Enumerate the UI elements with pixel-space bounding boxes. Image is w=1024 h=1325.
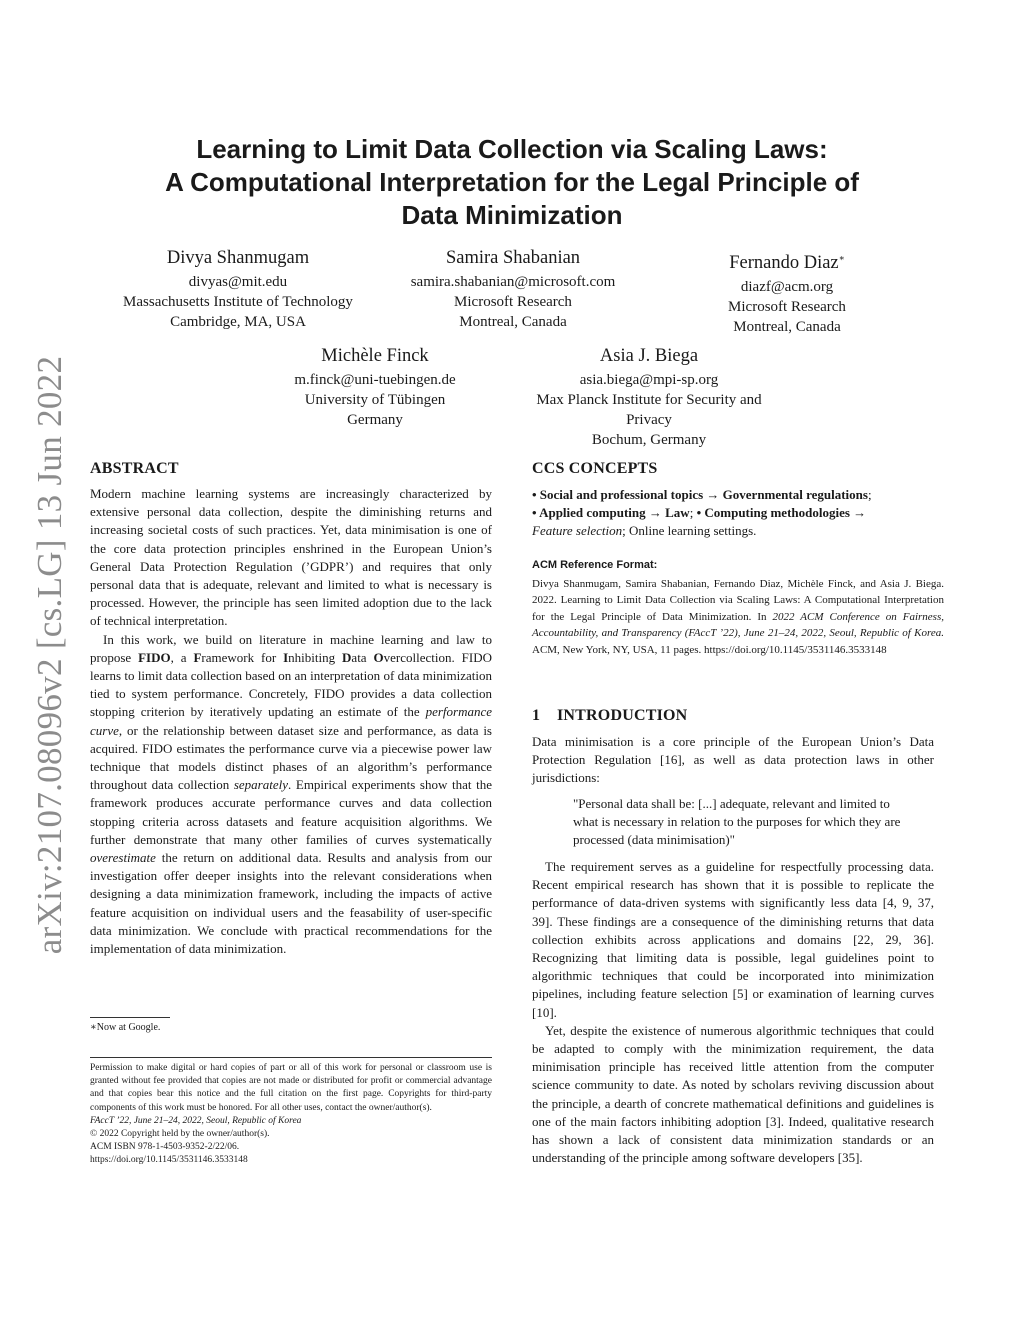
author-location: Cambridge, MA, USA bbox=[170, 314, 306, 330]
acronym-letter: O bbox=[373, 649, 384, 665]
ccs-term: • Social and professional topics → Governmental regulations bbox=[532, 487, 868, 502]
author-affiliation: Microsoft Research bbox=[728, 299, 846, 316]
author-block bbox=[98, 246, 378, 332]
author-location: Montreal, Canada bbox=[459, 314, 567, 330]
abstract-paragraph bbox=[90, 631, 492, 959]
author-affiliation: Massachusetts Institute of Technology bbox=[123, 294, 353, 310]
emphasis: overestimate bbox=[90, 850, 156, 866]
author-name: Divya Shanmugam bbox=[166, 248, 310, 268]
footnote-marker: ∗ bbox=[838, 253, 845, 263]
intro-body bbox=[532, 858, 934, 1167]
acm-reference bbox=[532, 557, 944, 658]
text-run: ; bbox=[689, 505, 697, 521]
permission-text: Permission to make digital or hard copies of part or all of this work for personal or classroom use is granted without fee provided that copies are not made or distributed for profit or commercial advantage and that copies bear this notice and the full citation on the first page. Copyrights for third-party components of this work must be honored. For all other uses, contact the owner/author(s). bbox=[90, 1063, 492, 1113]
intro-paragraph: Data minimisation is a core principle of the European Union’s Data Protection Regulation [16], as well as data protection laws in other jurisdictions: bbox=[532, 734, 934, 786]
author-affiliation: Microsoft Research bbox=[454, 294, 572, 310]
ccs-heading: CCS CONCEPTS bbox=[532, 460, 658, 477]
text-run: ACM, New York, NY, USA, 11 pages. https://doi.org/10.1145/3531146.3533148 bbox=[532, 643, 887, 656]
ccs-term: • Computing methodologies → bbox=[696, 505, 867, 521]
footnote: ∗Now at Google. bbox=[90, 1022, 161, 1033]
text-run: ; bbox=[867, 487, 872, 502]
author-location: Germany bbox=[347, 412, 403, 428]
author-affiliation: Privacy bbox=[626, 412, 672, 428]
text-run: Divya Shanmugam, Samira Shabanian, Fernando Diaz, Michèle Finck, and Asia J. Biega. 2022. Learning to Limit Data Collection via Scaling Laws: A Computational Interpretation for the Legal Principle of Data Minimization. In bbox=[532, 577, 944, 623]
abstract-body bbox=[90, 485, 492, 958]
author-block bbox=[677, 246, 897, 337]
title-line: Data Minimization bbox=[401, 200, 623, 230]
emphasis: performance curve bbox=[90, 704, 492, 738]
text-run: nhibiting bbox=[288, 649, 343, 665]
doi-line: https://doi.org/10.1145/3531146.3533148 bbox=[90, 1155, 248, 1166]
author-name-line bbox=[677, 246, 897, 275]
acm-reference-heading: ACM Reference Format: bbox=[532, 559, 658, 571]
author-name: Fernando Diaz bbox=[729, 253, 839, 274]
text-run: In this work, we build on literature in machine learning and law to propose bbox=[90, 631, 492, 665]
acronym-letter: D bbox=[342, 649, 352, 665]
emphasis: 2022 ACM Conference on Fairness, Accountability, and Transparency (FAccT ’22), June 21–24, 2022, Seoul, Republic of Korea. bbox=[532, 610, 944, 639]
isbn-line: ACM ISBN 978-1-4503-9352-2/22/06. bbox=[90, 1142, 240, 1153]
introduction-heading: 1 INTRODUCTION bbox=[532, 707, 688, 724]
intro-paragraph: Yet, despite the existence of numerous algorithmic techniques that could be adapted to comply with the minimization requirement, the data minimisation principle has received little attention from the computer science community to date. As noted by scholars reviving discussion about the principle, a dearth of concrete mathematical definitions and guidelines is one of the main factors inhibiting adoption [3]. Indeed, qualitative research has shown a lack of consistent data minimization standards or an understanding of the principle among software developers [35]. bbox=[532, 1022, 934, 1166]
author-name: Samira Shabanian bbox=[445, 248, 581, 268]
abstract-heading: ABSTRACT bbox=[90, 460, 179, 477]
author-name: Asia J. Biega bbox=[599, 346, 699, 366]
ccs-term: • Applied computing → Law bbox=[532, 505, 690, 521]
venue-line: FAccT ’22, June 21–24, 2022, Seoul, Republic of Korea bbox=[90, 1115, 302, 1126]
paper-title bbox=[90, 133, 934, 232]
emphasis: separately bbox=[233, 777, 288, 793]
author-email: samira.shabanian@microsoft.com bbox=[410, 274, 616, 290]
title-line: A Computational Interpretation for the Legal Principle of bbox=[165, 167, 859, 197]
author-block bbox=[509, 344, 789, 450]
text-run: ramework for bbox=[201, 649, 284, 665]
author-location: Montreal, Canada bbox=[733, 319, 841, 336]
arxiv-stamp bbox=[30, 355, 70, 955]
title-line: Learning to Limit Data Collection via Scaling Laws: bbox=[196, 134, 828, 164]
author-block bbox=[255, 344, 495, 430]
copyright-line: © 2022 Copyright held by the owner/author(s). bbox=[90, 1129, 270, 1140]
arxiv-identifier: arXiv:2107.08096v2 [cs.LG] 13 Jun 2022 bbox=[30, 355, 69, 955]
author-email: m.finck@uni-tuebingen.de bbox=[294, 372, 456, 388]
permission-block bbox=[90, 1062, 492, 1168]
acronym-letter: F bbox=[193, 649, 202, 665]
text-run: , a bbox=[170, 649, 194, 665]
intro-paragraph: The requirement serves as a guideline for respectfully processing data. Recent empirical research has shown that it is possible to replicate the performance of data-driven systems with significantly less data [4, 9, 37, 39]. These findings are a consequence of the diminishing returns that data collection exhibits across applications and domains [22, 29, 36]. Recognizing that limiting data is possible, legal guidelines point to algorithmic techniques that could be incorporated into minimization pipelines, including feature selection [5] or examination of learning curves [10]. bbox=[532, 859, 934, 1020]
author-affiliation: Max Planck Institute for Security and bbox=[536, 392, 762, 408]
acronym-letter: I bbox=[283, 649, 289, 665]
ccs-concepts bbox=[532, 486, 944, 541]
text-run: . Empirical experiments show that the framework produces accurate performance curves and data collection stopping criteria across datasets and feature acquisition algorithms. We further demonstrate that many other families of curves systematically bbox=[90, 777, 492, 847]
text-run: ata bbox=[351, 649, 374, 665]
legal-quote: "Personal data shall be: [...] adequate, relevant and limited to what is necessary in relation to the purposes for which they are processed (data minimisation)" bbox=[573, 796, 901, 848]
fido-term: FIDO bbox=[138, 649, 171, 665]
abstract-paragraph: Modern machine learning systems are increasingly characterized by extensive personal data collection, despite the diminishing returns and increasing societal costs of such practices. Yet, data minimisation is one of the core data protection principles enshrined in the European Union’s General Data Protection Regulation (’GDPR’) and requires that only personal data that is adequate, relevant and limited to what is necessary is processed. However, the principle has seen limited adoption due to the lack of technical interpretation. bbox=[90, 486, 492, 629]
permission-rule bbox=[90, 1057, 492, 1058]
text-run: the return on additional data. Results and analysis from our investigation offer deeper insights into the relevant considerations when designing a data minimization framework, including the impacts of active feature acquisition on individual users and the feasability of user-specific data minimization. We conclude with practical recommendations for the implementation of data minimization. bbox=[90, 850, 492, 957]
author-email: diazf@acm.org bbox=[740, 279, 834, 296]
author-name: Michèle Finck bbox=[321, 346, 429, 366]
intro-body bbox=[532, 733, 934, 788]
footnote-rule bbox=[90, 1017, 170, 1018]
author-email: divyas@mit.edu bbox=[188, 274, 288, 290]
text-run: , or the relationship between dataset size and performance, as data is acquired. FIDO estimates the performance curve via a piecewise power law technique that models distinct phases of an algorithm’s performance throughout data collection bbox=[90, 722, 492, 793]
author-block bbox=[383, 246, 643, 332]
author-location: Bochum, Germany bbox=[591, 432, 707, 448]
ccs-term: Feature selection bbox=[532, 523, 623, 539]
acm-reference-text bbox=[532, 576, 944, 659]
text-run: ; Online learning settings. bbox=[622, 523, 757, 539]
author-email: asia.biega@mpi-sp.org bbox=[579, 372, 719, 388]
text-run: vercollection. FIDO learns to limit data collection based on an interpretation of data minimization tied to system performance. Concretely, FIDO provides a data collection stopping criterion by iteratively updating an estimate of the bbox=[90, 649, 492, 720]
author-affiliation: University of Tübingen bbox=[304, 392, 446, 408]
